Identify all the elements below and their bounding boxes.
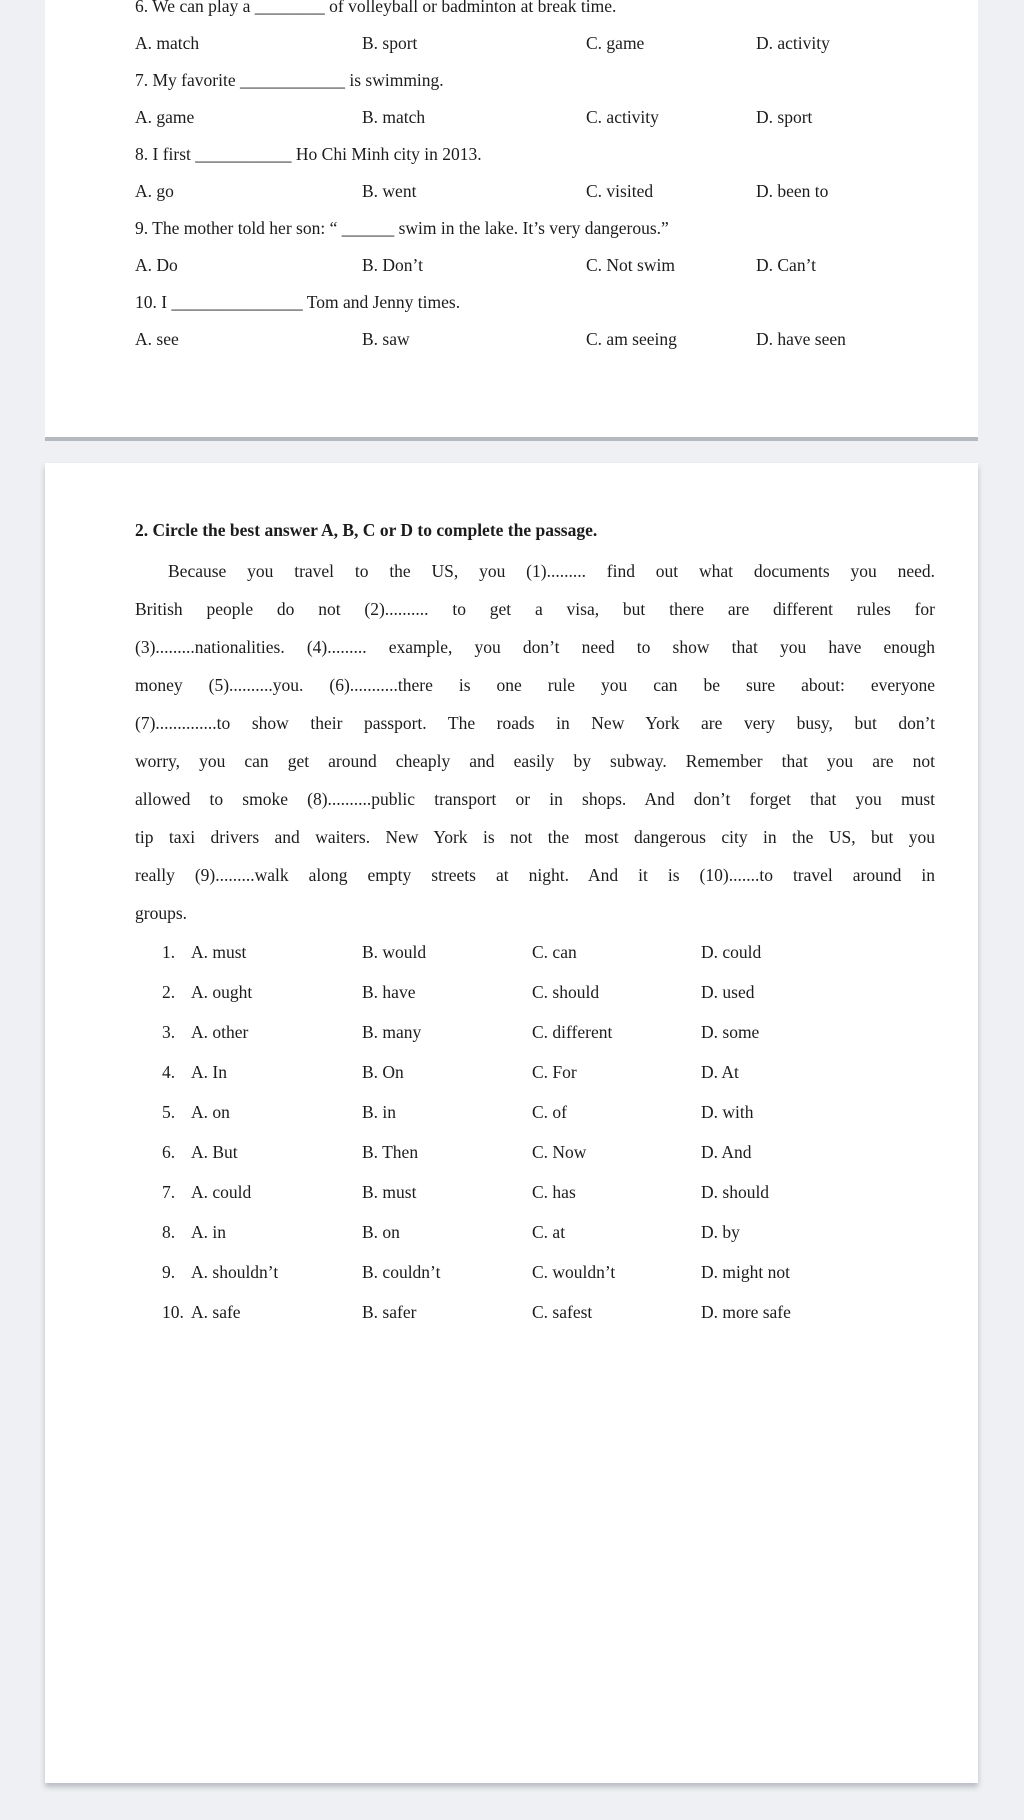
option-d: D. activity	[756, 33, 830, 53]
option-c: C. For	[532, 1062, 577, 1082]
option-c: C. Not swim	[586, 255, 675, 275]
option-d: D. At	[701, 1062, 739, 1082]
passage-line: (7)..............to show their passport. The roads in New York are very busy, but don’t	[135, 713, 935, 733]
question-6: 6. We can play a ________ of volleyball or badminton at break time.	[135, 0, 617, 16]
option-a: A. could	[191, 1182, 252, 1202]
option-d: D. been to	[756, 181, 829, 201]
question-10: 10. I _______________ Tom and Jenny times.	[135, 292, 461, 312]
option-d: D. have seen	[756, 329, 846, 349]
option-c: C. visited	[586, 181, 654, 201]
option-d: D. used	[701, 982, 755, 1002]
option-b: B. on	[362, 1222, 400, 1242]
item-row-2	[162, 972, 940, 1012]
option-d: D. should	[701, 1182, 770, 1202]
option-d: D. by	[701, 1222, 740, 1242]
question-6-options	[135, 25, 940, 62]
passage-line: tip taxi drivers and waiters. New York is not the most dangerous city in the US, but you	[135, 827, 935, 847]
passage-line: money (5)..........you. (6)...........there is one rule you can be sure about: everyone	[135, 675, 935, 695]
passage-line: (3).........nationalities. (4)......... example, you don’t need to show that you have enough	[135, 637, 935, 657]
option-b: B. match	[362, 107, 426, 127]
option-d: D. And	[701, 1142, 752, 1162]
question-8-options	[135, 173, 940, 210]
option-d: D. with	[701, 1102, 754, 1122]
option-b: B. must	[362, 1182, 417, 1202]
option-a: A. go	[135, 181, 174, 201]
page-2	[45, 463, 978, 1783]
answer-grid	[162, 932, 940, 1332]
item-number: 9.	[162, 1262, 176, 1282]
item-row-3	[162, 1012, 940, 1052]
option-c: C. of	[532, 1102, 567, 1122]
item-number: 2.	[162, 982, 176, 1002]
option-b: B. have	[362, 982, 416, 1002]
option-a: A. match	[135, 33, 200, 53]
passage-line: worry, you can get around cheaply and easily by subway. Remember that you are not	[135, 751, 935, 771]
option-a: A. ought	[191, 982, 253, 1002]
option-c: C. game	[586, 33, 645, 53]
option-b: B. Then	[362, 1142, 419, 1162]
option-a: A. must	[191, 942, 247, 962]
passage-line: groups.	[135, 903, 188, 923]
question-9: 9. The mother told her son: “ ______ swim in the lake. It’s very dangerous.”	[135, 218, 669, 238]
option-a: A. safe	[191, 1302, 241, 1322]
option-b: B. saw	[362, 329, 410, 349]
item-number: 4.	[162, 1062, 176, 1082]
option-d: D. some	[701, 1022, 760, 1042]
passage-line: Because you travel to the US, you (1)......... find out what documents you need.	[168, 561, 935, 581]
item-row-7	[162, 1172, 940, 1212]
option-c: C. at	[532, 1222, 566, 1242]
option-b: B. in	[362, 1102, 397, 1122]
question-7-options	[135, 99, 940, 136]
option-b: B. sport	[362, 33, 418, 53]
option-a: A. on	[191, 1102, 230, 1122]
option-b: B. went	[362, 181, 417, 201]
option-b: B. many	[362, 1022, 422, 1042]
option-c: C. should	[532, 982, 600, 1002]
option-a: A. see	[135, 329, 179, 349]
page-2-content	[45, 463, 978, 1332]
option-c: C. Now	[532, 1142, 587, 1162]
item-row-6	[162, 1132, 940, 1172]
passage	[135, 552, 935, 932]
question-9-options	[135, 247, 940, 284]
question-10-options	[135, 321, 940, 358]
option-c: C. safest	[532, 1302, 593, 1322]
option-d: D. could	[701, 942, 762, 962]
passage-line: allowed to smoke (8)..........public transport or in shops. And don’t forget that you must	[135, 789, 935, 809]
option-d: D. more safe	[701, 1302, 791, 1322]
question-7: 7. My favorite ____________ is swimming.	[135, 70, 444, 90]
page-1	[45, 0, 978, 441]
option-d: D. might not	[701, 1262, 790, 1282]
item-number: 8.	[162, 1222, 176, 1242]
item-number: 6.	[162, 1142, 176, 1162]
option-b: B. safer	[362, 1302, 417, 1322]
item-row-4	[162, 1052, 940, 1092]
option-a: A. other	[191, 1022, 249, 1042]
page-1-content	[45, 0, 978, 358]
item-row-5	[162, 1092, 940, 1132]
option-c: C. wouldn’t	[532, 1262, 616, 1282]
option-d: D. sport	[756, 107, 813, 127]
item-number: 7.	[162, 1182, 176, 1202]
passage-line: really (9).........walk along empty streets at night. And it is (10).......to travel around in	[135, 865, 935, 885]
option-a: A. In	[191, 1062, 227, 1082]
question-8: 8. I first ___________ Ho Chi Minh city in 2013.	[135, 144, 482, 164]
option-c: C. am seeing	[586, 329, 677, 349]
item-number: 1.	[162, 942, 176, 962]
option-a: A. in	[191, 1222, 226, 1242]
item-row-9	[162, 1252, 940, 1292]
option-d: D. Can’t	[756, 255, 816, 275]
option-a: A. game	[135, 107, 195, 127]
option-b: B. On	[362, 1062, 404, 1082]
option-a: A. But	[191, 1142, 238, 1162]
option-c: C. can	[532, 942, 577, 962]
passage-line: British people do not (2).......... to get a visa, but there are different rules for	[135, 599, 935, 619]
item-number: 5.	[162, 1102, 176, 1122]
item-row-1	[162, 932, 940, 972]
option-c: C. has	[532, 1182, 576, 1202]
option-b: B. couldn’t	[362, 1262, 441, 1282]
item-row-8	[162, 1212, 940, 1252]
option-b: B. would	[362, 942, 427, 962]
option-a: A. shouldn’t	[191, 1262, 279, 1282]
option-b: B. Don’t	[362, 255, 423, 275]
option-c: C. different	[532, 1022, 613, 1042]
item-number: 10.	[162, 1302, 184, 1322]
option-a: A. Do	[135, 255, 178, 275]
item-row-10	[162, 1292, 940, 1332]
section-2-heading: 2. Circle the best answer A, B, C or D to complete the passage.	[135, 520, 598, 540]
option-c: C. activity	[586, 107, 659, 127]
item-number: 3.	[162, 1022, 176, 1042]
